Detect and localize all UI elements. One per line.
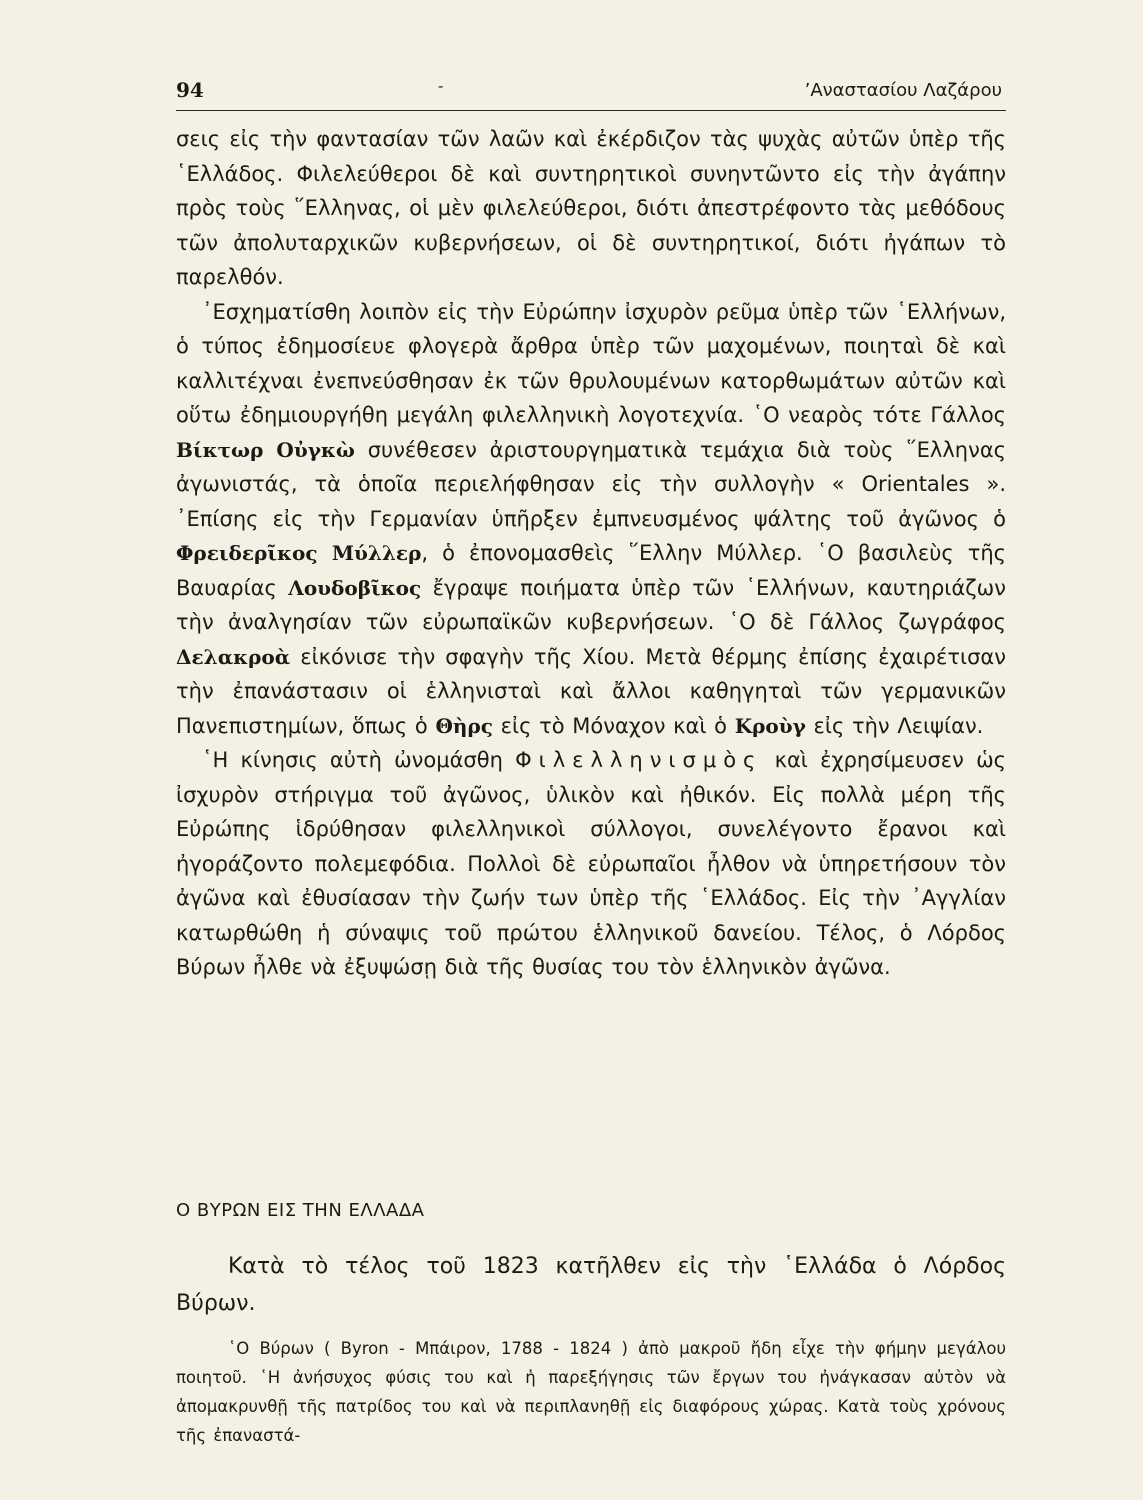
body-text xyxy=(176,122,1006,985)
paragraph-1-text: σεις εἰς τὴν φαντασίαν τῶν λαῶν καὶ ἐκέρδιζον τὰς ψυχὰς αὐτῶν ὑπὲρ τῆς ῾Ελλάδος. Φιλελεύθεροι δὲ καὶ συντηρητικοὶ συνηντῶντο εἰς τὴν ἀγάπην πρὸς τοὺς ῞Ελληνας, οἱ μὲν φιλελεύθεροι, διότι ἀπεστρέφοντο τὰς μεθόδους τῶν ἀπολυταρχικῶν κυβερνήσεων, οἱ δὲ συντηρητικοί, διότι ἠγάπων τὸ παρελθόν. xyxy=(176,127,1006,289)
page-number: 94 xyxy=(176,78,204,102)
name-krug: Κροὺγ xyxy=(734,713,806,738)
paragraph-2-text-f: εἰς τὸ Μόναχον καὶ ὁ xyxy=(500,713,728,738)
paragraph-3 xyxy=(176,743,1006,985)
section-lead: Κατὰ τὸ τέλος τοῦ 1823 κατῆλθεν εἰς τὴν ῾Ελλάδα ὁ Λόρδος Βύρων. xyxy=(176,1254,1006,1316)
paragraph-2-text-a: ᾿Εσχηματίσθη λοιπὸν εἰς τὴν Εὐρώπην ἰσχυρὸν ρεῦμα ὑπὲρ τῶν ῾Ελλήνων, ὁ τύπος ἐδημοσίευε φλογερὰ ἄρθρα ὑπὲρ τῶν μαχομένων, ποιηταὶ δὲ καὶ καλλιτέχναι ἐνεπνεύσθησαν ἐκ τῶν θρυλουμένων κατορθωμάτων αὐτῶν καὶ οὕτω ἐδημιουργήθη μεγάλη φιλελληνικὴ λογοτεχνία. ῾Ο νεαρὸς τότε Γάλλος xyxy=(176,299,1006,427)
paragraph-3-text-a: ῾Η κίνησις αὐτὴ ὠνομάσθη xyxy=(202,748,503,772)
book-page xyxy=(176,72,1006,1472)
paragraph-2-text-g: εἰς τὴν Λειψίαν. xyxy=(813,713,984,738)
paragraph-2-text-e: εἰκόνισε τὴν σφαγὴν τῆς Χίου. Μετὰ θέρμης ἐπίσης ἐχαιρέτισαν τὴν ἐπανάστασιν οἱ ἑλληνισταὶ καὶ ἄλλοι καθηγηταὶ τῶν γερμανικῶν Πανεπιστημίων, ὅπως ὁ xyxy=(176,644,1006,738)
term-philhellenism: Φιλελληνισμὸς xyxy=(515,748,763,772)
name-thiersch: Θὴρς xyxy=(435,713,493,738)
running-head-author: ’Αναστασίου Λαζάρου xyxy=(804,80,1002,101)
page-header xyxy=(176,72,1006,108)
name-friedrich-muller: Φρειδερῖκος Μύλλερ xyxy=(176,541,422,565)
name-victor-hugo: Βίκτωρ Οὐγκὼ xyxy=(176,437,355,462)
paragraph-2-text-d: ἔγραψε ποιήματα ὑπὲρ τῶν ῾Ελλήνων, καυτηριάζων τὴν ἀναλγησίαν τῶν εὐρωπαϊκῶν κυβερνήσεων. ῾Ο δὲ Γάλλος ζωγράφος xyxy=(176,575,1006,634)
header-rule xyxy=(176,110,1006,111)
byron-note: ῾Ο Βύρων ( Byron - Μπάιρον, 1788 - 1824 ) ἀπὸ μακροῦ ἤδη εἶχε τὴν φήμην μεγάλου ποιητοῦ. ῾Η ἀνήσυχος φύσις του καὶ ἡ παρεξήγησις τῶν ἔργων του ἠνάγκασαν αὐτὸν νὰ ἀπομακρυνθῇ τῆς πατρίδος του καὶ νὰ περιπλανηθῇ εἰς διαφόρους χώρας. Κατὰ τοὺς χρόνους τῆς ἐπαναστά- xyxy=(176,1339,1006,1445)
header-dash: - xyxy=(438,76,444,95)
paragraph-1 xyxy=(176,122,1006,295)
paragraph-2 xyxy=(176,295,1006,744)
section-heading: Ο ΒΥΡΩΝ ΕΙΣ ΤΗΝ ΕΛΛΑΔΑ xyxy=(176,1200,425,1221)
name-ludwig: Λουδοβῖκος xyxy=(288,575,422,600)
name-delacroix: Δελακροὰ xyxy=(176,644,291,669)
paragraph-2-text-c: , ὁ ἐπονομασθεὶς ῞Ελλην Μύλλερ. ῾Ο βασιλεὺς τῆς Βαυαρίας xyxy=(176,541,1006,600)
paragraph-2-text-b: συνέθεσεν ἀριστουργηματικὰ τεμάχια διὰ τοὺς ῞Ελληνας ἀγωνιστάς, τὰ ὁποῖα περιελήφθησαν εἰς τὴν συλλογὴν « Orientales ». ᾿Επίσης εἰς τὴν Γερμανίαν ὑπῆρξεν ἐμπνευσμένος ψάλτης τοῦ ἀγῶνος ὁ xyxy=(176,437,1006,531)
paragraph-3-text-b: καὶ ἐχρησίμευσεν ὡς ἰσχυρὸν στήριγμα τοῦ ἀγῶνος, ὑλικὸν καὶ ἠθικόν. Εἰς πολλὰ μέρη τῆς Εὐρώπης ἱδρύθησαν φιλελληνικοὶ σύλλογοι, συνελέγοντο ἔρανοι καὶ ἠγοράζοντο πολεμεφόδια. Πολλοὶ δὲ εὐρωπαῖοι ἦλθον νὰ ὑπηρετήσουν τὸν ἀγῶνα καὶ ἐθυσίασαν τὴν ζωήν των ὑπὲρ τῆς ῾Ελλάδος. Εἰς τὴν ᾿Αγγλίαν κατωρθώθη ἡ σύναψις τοῦ πρώτου ἑλληνικοῦ δανείου. Τέλος, ὁ Λόρδος Βύρων ἦλθε νὰ ἐξυψώσῃ διὰ τῆς θυσίας του τὸν ἑλληνικὸν ἀγῶνα. xyxy=(176,748,1006,979)
